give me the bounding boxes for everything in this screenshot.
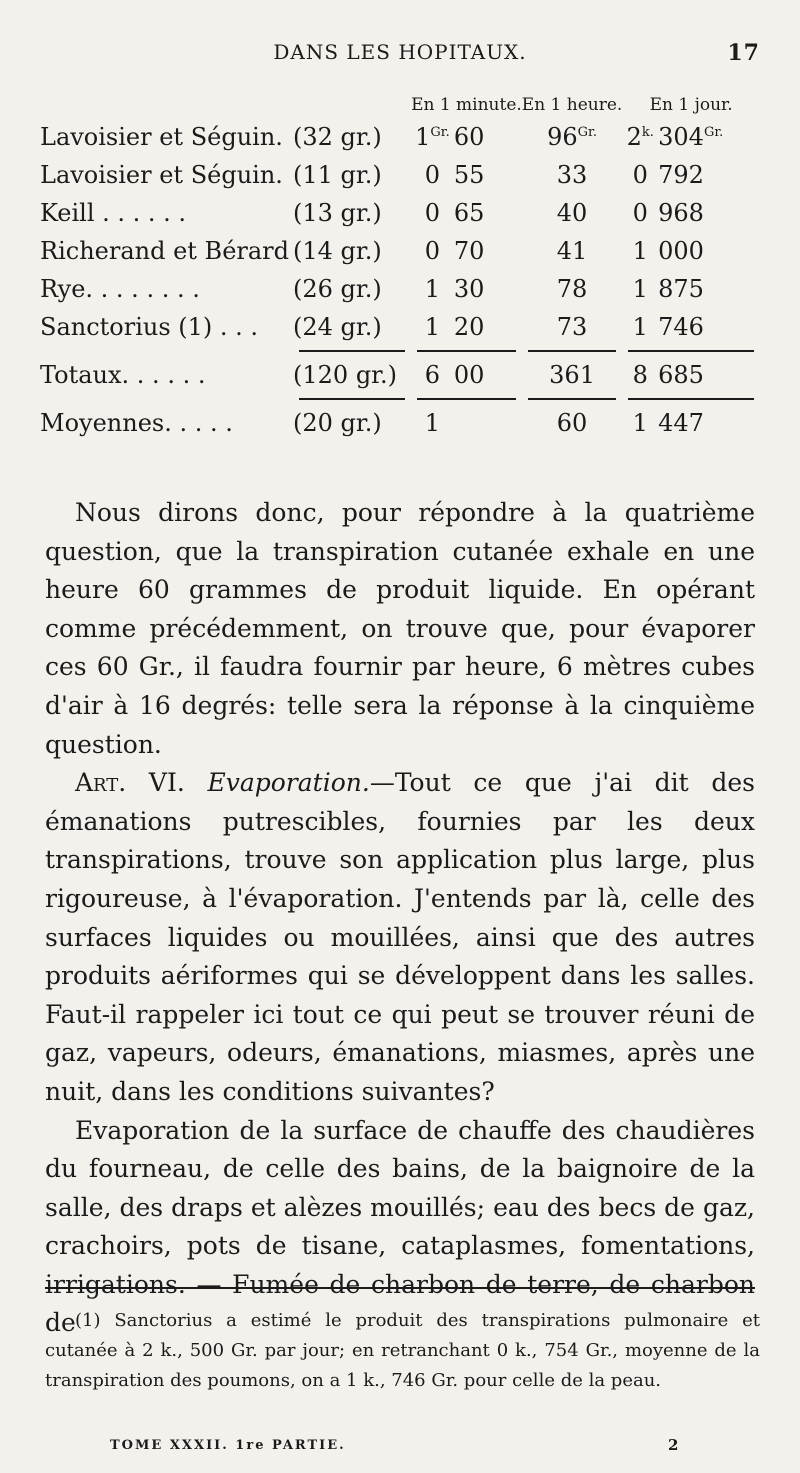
hour-cell: 40 xyxy=(556,199,588,227)
minute-grams-cell: 1 xyxy=(424,313,441,341)
total-label: Totaux. . . . . . xyxy=(40,361,206,389)
minute-centigrams-cell: 60 xyxy=(453,123,485,151)
table-rule xyxy=(417,350,516,352)
weight-cell: (120 gr.) xyxy=(293,361,398,389)
mean-label: Moyennes. . . . . xyxy=(40,409,233,437)
table-rule-row xyxy=(40,346,760,356)
running-title: DANS LES HOPITAUX. xyxy=(273,40,527,64)
author-cell: Lavoisier et Séguin. xyxy=(40,123,283,151)
minute-grams-cell: 0 xyxy=(424,199,441,227)
footnote-rule xyxy=(45,1287,755,1289)
minute-centigrams-cell xyxy=(454,404,522,442)
author-cell: Keill . . . . . . xyxy=(40,199,187,227)
hour-cell: $96^{Gr.}$ xyxy=(547,123,597,151)
day-kilo-cell: 1 xyxy=(632,313,648,341)
mean-row xyxy=(40,404,760,442)
table-rule xyxy=(628,398,754,400)
minute-centigrams-cell: 30 xyxy=(453,275,485,303)
hour-cell: 78 xyxy=(556,275,588,303)
weight-cell: (32 gr.) xyxy=(293,123,382,151)
minute-grams-cell: 6 xyxy=(424,361,441,389)
day-kilo-cell: 1 xyxy=(632,275,648,303)
table-rule-row xyxy=(40,394,760,404)
table-rule xyxy=(628,350,754,352)
minute-centigrams-cell: 00 xyxy=(453,361,485,389)
author-cell: Sanctorius (1) . . . xyxy=(40,313,259,341)
paragraph: Nous dirons donc, pour répondre à la quatrième question, que la transpiration cutanée exhale en une heure 60 grammes de produit liquide. En opérant comme précédemment, on trouve que, pour évaporer ces 60 Gr., il faudra fournir par heure, 6 mètres cubes d'air à 16 degrés: telle sera la réponse à la cinquième question. xyxy=(45,498,755,759)
minute-grams-cell: $1^{Gr.}$ xyxy=(415,123,450,151)
day-kilo-cell: 8 xyxy=(632,361,648,389)
minute-grams-cell: 0 xyxy=(424,237,441,265)
table-row xyxy=(40,118,760,156)
weight-cell: (24 gr.) xyxy=(293,313,382,341)
signature-mark: 2 xyxy=(668,1436,679,1454)
running-header xyxy=(40,40,760,70)
table-rule xyxy=(299,398,405,400)
table-rule xyxy=(528,350,617,352)
hour-cell: 33 xyxy=(556,161,588,189)
day-kilo-cell: 1 xyxy=(632,409,648,437)
day-grams-cell: 447 xyxy=(658,409,704,437)
weight-cell: (14 gr.) xyxy=(293,237,382,265)
table-rule xyxy=(417,398,516,400)
article-label: Art. VI. xyxy=(75,768,185,798)
weight-cell: (13 gr.) xyxy=(293,199,382,227)
minute-centigrams-cell: 65 xyxy=(453,199,485,227)
table-row xyxy=(40,308,760,346)
col-header-day: En 1 jour. xyxy=(649,95,733,115)
day-grams-cell: $304^{Gr.}$ xyxy=(658,123,724,151)
col-header-hour: En 1 heure. xyxy=(521,95,623,115)
day-grams-cell: 000 xyxy=(658,237,704,265)
minute-centigrams-cell: 20 xyxy=(453,313,485,341)
article-title: Evaporation. xyxy=(207,768,370,798)
day-grams-cell: 792 xyxy=(658,161,704,189)
table-rule xyxy=(299,350,405,352)
total-row xyxy=(40,356,760,394)
weight-cell: (20 gr.) xyxy=(293,409,382,437)
table-row xyxy=(40,194,760,232)
transpiration-table xyxy=(40,92,760,442)
page-number: 17 xyxy=(727,40,760,66)
signature-line: TOME XXXII. 1re PARTIE. xyxy=(110,1438,346,1453)
hour-cell: 60 xyxy=(556,409,588,437)
author-cell: Rye. . . . . . . . xyxy=(40,275,200,303)
table-row xyxy=(40,270,760,308)
col-header-minute: En 1 minute. xyxy=(411,95,522,115)
day-grams-cell: 685 xyxy=(658,361,704,389)
minute-grams-cell: 1 xyxy=(424,409,441,437)
minute-grams-cell: 1 xyxy=(424,275,441,303)
hour-cell: 361 xyxy=(549,361,595,389)
weight-cell: (11 gr.) xyxy=(293,161,382,189)
table-row xyxy=(40,156,760,194)
paragraph-article-vi xyxy=(45,764,755,1111)
minute-centigrams-cell: 55 xyxy=(453,161,485,189)
day-grams-cell: 746 xyxy=(658,313,704,341)
footnote xyxy=(45,1306,760,1396)
hour-cell: 73 xyxy=(556,313,588,341)
day-kilo-cell: 0 xyxy=(632,161,648,189)
table-rule xyxy=(528,398,617,400)
day-kilo-cell: 1 xyxy=(632,237,648,265)
author-cell: Richerand et Bérard xyxy=(40,237,290,265)
hour-cell: 41 xyxy=(556,237,588,265)
day-grams-cell: 968 xyxy=(658,199,704,227)
table-header-row xyxy=(40,92,760,118)
minute-grams-cell: 0 xyxy=(424,161,441,189)
table-row xyxy=(40,232,760,270)
day-kilo-cell: $2^{k.}$ xyxy=(626,123,654,151)
minute-centigrams-cell: 70 xyxy=(453,237,485,265)
footnote-text: (1) Sanctorius a estimé le produit des transpirations pulmonaire et cutanée à 2 k., 500 Gr. par jour; en retranchant 0 k., 754 Gr., moyenne de la transpiration des poumons, on a 1 k., 746 Gr. pour celle de la peau. xyxy=(45,1310,760,1391)
weight-cell: (26 gr.) xyxy=(293,275,382,303)
day-kilo-cell: 0 xyxy=(632,199,648,227)
article-text: —Tout ce que j'ai dit des émanations putrescibles, fournies par les deux transpirations, trouve son application plus large, plus rigoureuse, à l'évaporation. J'entends par là, celle des surfaces liquides ou mouillées, ainsi que des autres produits aériformes qui se développent dans les salles. Faut-il rappeler ici tout ce qui peut se trouver réuni de gaz, vapeurs, odeurs, émanations, miasmes, après une nuit, dans les conditions suivantes? xyxy=(45,768,755,1106)
body-text xyxy=(45,494,755,1343)
author-cell: Lavoisier et Séguin. xyxy=(40,161,283,189)
paragraph: Evaporation de la surface de chauffe des chaudières du fourneau, de celle des bains, de la baignoire de la salle, des draps et alèzes mouillés; eau des becs de gaz, crachoirs, pots de tisane, cataplasmes, fomentations, irrigations. — Fumée de charbon de terre, de charbon de xyxy=(45,1115,755,1338)
day-grams-cell: 875 xyxy=(658,275,704,303)
